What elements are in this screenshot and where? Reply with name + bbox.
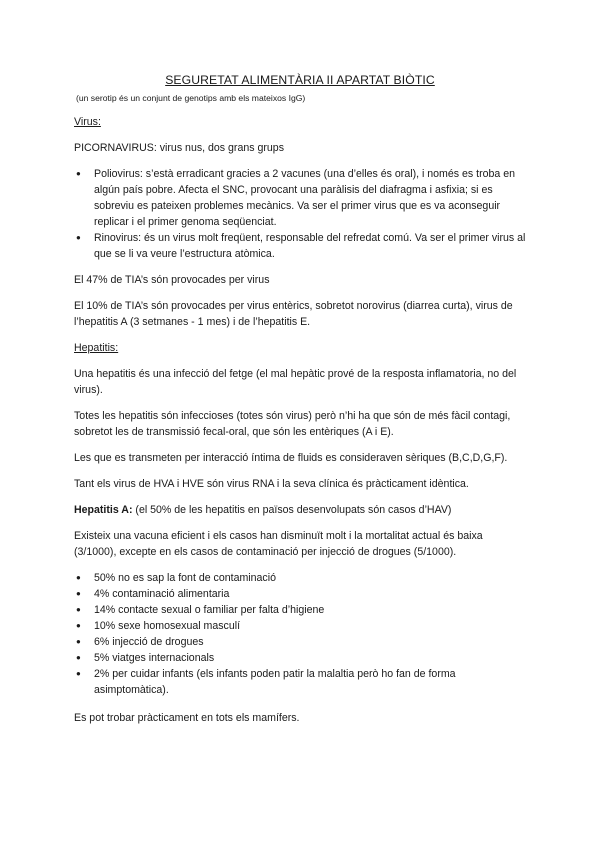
hepatitis-heading: Hepatitis: xyxy=(74,342,119,354)
picornavirus-paragraph: PICORNAVIRUS: virus nus, dos grans grups xyxy=(74,142,284,154)
page-title: SEGURETAT ALIMENTÀRIA II APARTAT BIÒTIC xyxy=(165,73,435,87)
hepatitis-a-text: (el 50% de les hepatitis en països desenvolupats són casos d’HAV) xyxy=(132,504,452,516)
list-item: ● 2% per cuidar infants (els infants poden patir la malaltia però ho fan de forma asimptomàtica). xyxy=(74,666,526,698)
hepatitis-definition: Una hepatitis és una infecció del fetge (el mal hepàtic prové de la resposta inflamatoria, no del virus). xyxy=(74,368,517,396)
tia-47-paragraph: El 47% de TIA’s són provocades per virus xyxy=(74,274,270,286)
tia-10-paragraph: El 10% de TIA’s són provocades per virus entèrics, sobretot norovirus (diarrea curta), virus de l’hepatitis A (3 setmanes - 1 mes) i de l’hepatitis E. xyxy=(74,300,513,328)
list-item: ● 6% injecció de drogues xyxy=(74,634,526,650)
list-item: ● Poliovirus: s’està erradicant gracies a 2 vacunes (una d’elles és oral), i només es troba en algún país pobre. Afecta el SNC, provocant una paràlisis del diafragma i asfixia; si es sobreviu es pateixen problemes mecànics. Va ser el primer virus que es va aconseguir replicar i el primer genoma seqüenciat. xyxy=(74,166,526,230)
hepatitis-a-paragraph xyxy=(74,502,526,518)
list-item: ● 50% no es sap la font de contaminació xyxy=(74,570,526,586)
list-item: ● 10% sexe homosexual masculí xyxy=(74,618,526,634)
virus-list xyxy=(74,166,526,262)
hepatitis-infectious: Totes les hepatitis són infeccioses (totes són virus) però n’hi ha que són de més fàcil contagi, sobretot les de transmissió fecal-oral, que són les entèriques (A i E). xyxy=(74,410,511,438)
document-page xyxy=(74,72,526,736)
virus-heading: Virus: xyxy=(74,116,101,128)
hav-source-list xyxy=(74,570,526,698)
hepatitis-rna: Tant els virus de HVA i HVE són virus RNA i la seva clínica és pràcticament idèntica. xyxy=(74,478,469,490)
list-item: ● 14% contacte sexual o familiar per falta d’higiene xyxy=(74,602,526,618)
vaccine-paragraph: Existeix una vacuna eficient i els casos han disminuït molt i la mortalitat actual és baixa (3/1000), excepte en els casos de contaminació per injecció de drogues (5/1000). xyxy=(74,530,483,558)
page-subtitle: (un serotip és un conjunt de genotips amb els mateixos IgG) xyxy=(76,93,306,103)
list-item: ● 5% viatges internacionals xyxy=(74,650,526,666)
hepatitis-serum: Les que es transmeten per interacció íntima de fluids es consideraven sèriques (B,C,D,G,F). xyxy=(74,452,508,464)
list-item: ● Rinovirus: és un virus molt freqüent, responsable del refredat comú. Va ser el primer virus al que se li va veure l’estructura atòmica. xyxy=(74,230,526,262)
mammals-paragraph: Es pot trobar pràcticament en tots els mamífers. xyxy=(74,712,300,724)
hepatitis-a-label: Hepatitis A: xyxy=(74,504,133,516)
list-item: ● 4% contaminació alimentaria xyxy=(74,586,526,602)
